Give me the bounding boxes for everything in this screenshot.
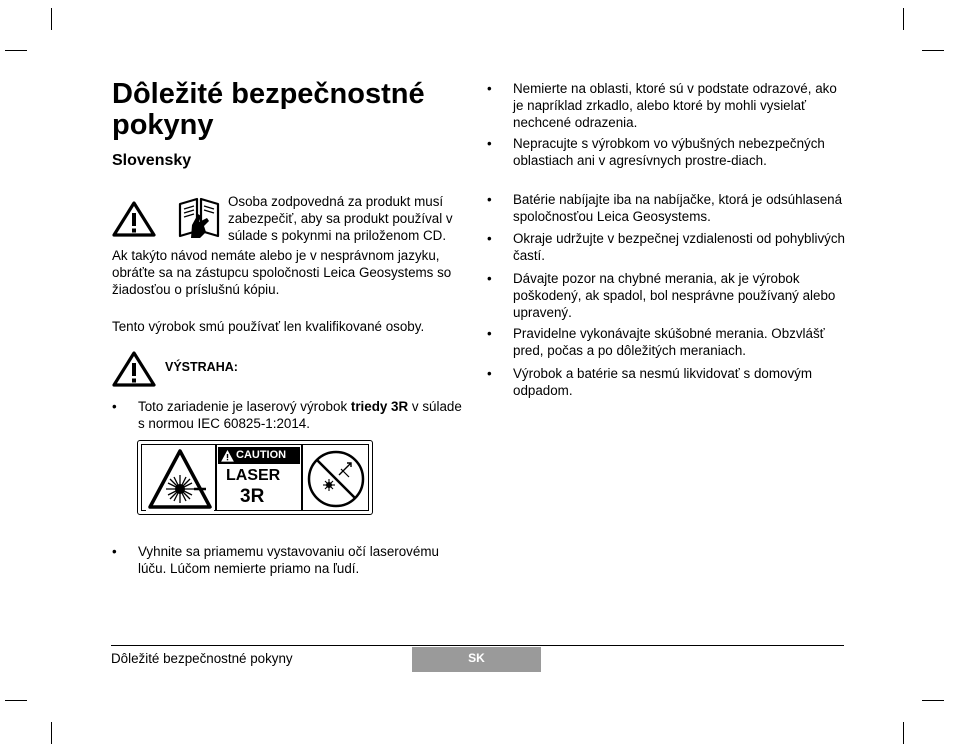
intro-missing-manual-text: Ak takýto návod nemáte alebo je v nesprávnom jazyku, obráťte sa na zástupcu spoločnosti Leica Geosystems so žiadosťou o príslušnú kópiu. (112, 248, 452, 297)
list-item-text: Vyhnite sa priamemu vystavovaniu očí laserovému lúču. Lúčom nemierte priamo na ľudí. (138, 544, 439, 576)
crop-mark (922, 700, 944, 701)
crop-mark (51, 722, 52, 744)
do-not-stare-into-beam-icon (305, 449, 367, 509)
list-item-text: Dávajte pozor na chybné merania, ak je výrobok poškodený, ak spadol, bol nesprávne používaný alebo upravený. (513, 271, 836, 320)
list-item-text: Batérie nabíjajte iba na nabíjačke, ktorá je odsúhlasená spoločnosťou Leica Geosystems. (513, 192, 843, 224)
bullet-marker: • (487, 192, 492, 207)
warning-triangle-icon (112, 201, 156, 237)
warning-triangle-icon (112, 351, 156, 387)
footer-title: Dôležité bezpečnostné pokyny (111, 651, 293, 666)
list-item-text: Toto zariadenie je laserový výrobok triedy 3R v súlade s normou IEC 60825-1:2014. (138, 399, 462, 431)
bullet-marker: • (487, 326, 492, 341)
list-item-text: Nepracujte s výrobkom vo výbušných nebezpečných oblastiach ani v agresívnych prostre-diach. (513, 136, 825, 168)
list-item-text: Okraje udržujte v bezpečnej vzdialenosti od pohyblivých častí. (513, 231, 845, 263)
laser-text: LASER (226, 467, 281, 484)
page-title: Dôležité bezpečnostné pokyny (112, 78, 425, 141)
crop-mark (5, 50, 27, 51)
intro-responsible-text: Osoba zodpovedná za produkt musí zabezpečiť, aby sa produkt používal v súlade s pokynmi na priloženom CD. (228, 194, 453, 243)
warning-label: VÝSTRAHA: (165, 360, 238, 374)
crop-mark (903, 8, 904, 30)
footer-rule (111, 645, 844, 646)
bullet-marker: • (487, 231, 492, 246)
crop-mark (922, 50, 944, 51)
caution-banner (218, 447, 300, 464)
bullet-marker: • (487, 136, 492, 151)
crop-mark (903, 722, 904, 744)
crop-mark (5, 700, 27, 701)
crop-mark (51, 8, 52, 30)
laser-hazard-icon (146, 447, 214, 511)
laser-class-text: 3R (240, 486, 265, 507)
language-tab: SK (412, 647, 541, 672)
bullet-marker: • (487, 81, 492, 96)
language-heading: Slovensky (112, 152, 192, 169)
caution-text: CAUTION (236, 449, 287, 461)
bullet-marker: • (112, 399, 117, 414)
list-item-text: Pravidelne vykonávajte skúšobné merania. Obzvlášť pred, počas a po dôležitých meraniach. (513, 326, 825, 358)
bullet-marker: • (487, 271, 492, 286)
list-item-text: Výrobok a batérie sa nesmú likvidovať s domovým odpadom. (513, 366, 813, 398)
qualified-persons-text: Tento výrobok smú používať len kvalifikované osoby. (112, 319, 425, 334)
warning-triangle-icon (221, 450, 234, 462)
label-divider (215, 445, 217, 511)
list-item-text: Nemierte na oblasti, ktoré sú v podstate odrazové, ako je napríklad zrkadlo, alebo ktoré by mohli vysielať nechcené odrazenia. (513, 81, 837, 130)
bullet-marker: • (112, 544, 117, 559)
laser-class-label (137, 440, 373, 515)
read-manual-icon (176, 196, 222, 239)
label-divider (301, 445, 303, 511)
bullet-marker: • (487, 366, 492, 381)
